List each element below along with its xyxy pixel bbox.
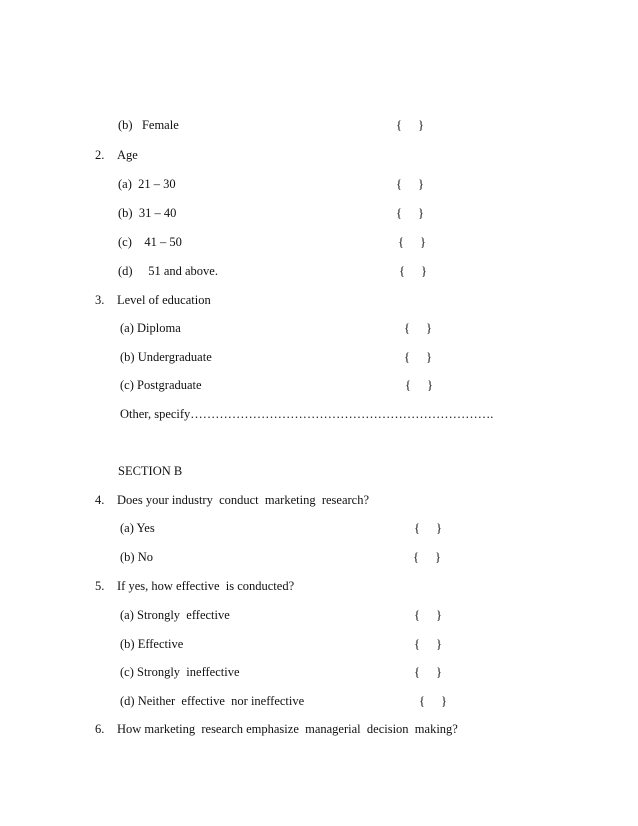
- checkbox-no[interactable]: { }: [413, 550, 441, 564]
- option-age-41-50: (c) 41 – 50: [118, 235, 182, 249]
- option-yes: (a) Yes: [120, 521, 155, 535]
- option-effective: (b) Effective: [120, 637, 184, 651]
- question-education: Level of education: [117, 293, 211, 307]
- checkbox-neither[interactable]: { }: [419, 694, 447, 708]
- section-heading: SECTION B: [118, 464, 183, 478]
- checkbox-age-21-30[interactable]: { }: [396, 177, 424, 191]
- question-number: 6.: [95, 722, 105, 736]
- option-neither: (d) Neither effective nor ineffective: [120, 694, 305, 708]
- checkbox-effective[interactable]: { }: [414, 637, 442, 651]
- question-number: 3.: [95, 293, 105, 307]
- option-diploma: (a) Diploma: [120, 321, 181, 335]
- question-decision-making: How marketing research emphasize managerial decision making?: [117, 722, 458, 736]
- checkbox-female[interactable]: { }: [396, 118, 424, 132]
- checkbox-age-51-above[interactable]: { }: [399, 264, 427, 278]
- option-strongly-effective: (a) Strongly effective: [120, 608, 230, 622]
- option-female: (b) Female: [118, 118, 179, 132]
- checkbox-strongly-effective[interactable]: { }: [414, 608, 442, 622]
- option-undergraduate: (b) Undergraduate: [120, 350, 212, 364]
- question-effectiveness: If yes, how effective is conducted?: [117, 579, 295, 593]
- option-no: (b) No: [120, 550, 153, 564]
- other-specify-field[interactable]: Other, specify……………………………………………………………….: [120, 407, 494, 421]
- option-age-51-above: (d) 51 and above.: [118, 264, 218, 278]
- checkbox-postgraduate[interactable]: { }: [405, 378, 433, 392]
- question-number: 2.: [95, 148, 105, 162]
- option-postgraduate: (c) Postgraduate: [120, 378, 202, 392]
- question-number: 5.: [95, 579, 105, 593]
- option-age-21-30: (a) 21 – 30: [118, 177, 176, 191]
- checkbox-undergraduate[interactable]: { }: [404, 350, 432, 364]
- checkbox-age-31-40[interactable]: { }: [396, 206, 424, 220]
- checkbox-diploma[interactable]: { }: [404, 321, 432, 335]
- checkbox-yes[interactable]: { }: [414, 521, 442, 535]
- question-age: Age: [117, 148, 138, 162]
- question-marketing-research: Does your industry conduct marketing research?: [117, 493, 370, 507]
- question-number: 4.: [95, 493, 105, 507]
- option-strongly-ineffective: (c) Strongly ineffective: [120, 665, 240, 679]
- checkbox-age-41-50[interactable]: { }: [398, 235, 426, 249]
- checkbox-strongly-ineffective[interactable]: { }: [414, 665, 442, 679]
- option-age-31-40: (b) 31 – 40: [118, 206, 177, 220]
